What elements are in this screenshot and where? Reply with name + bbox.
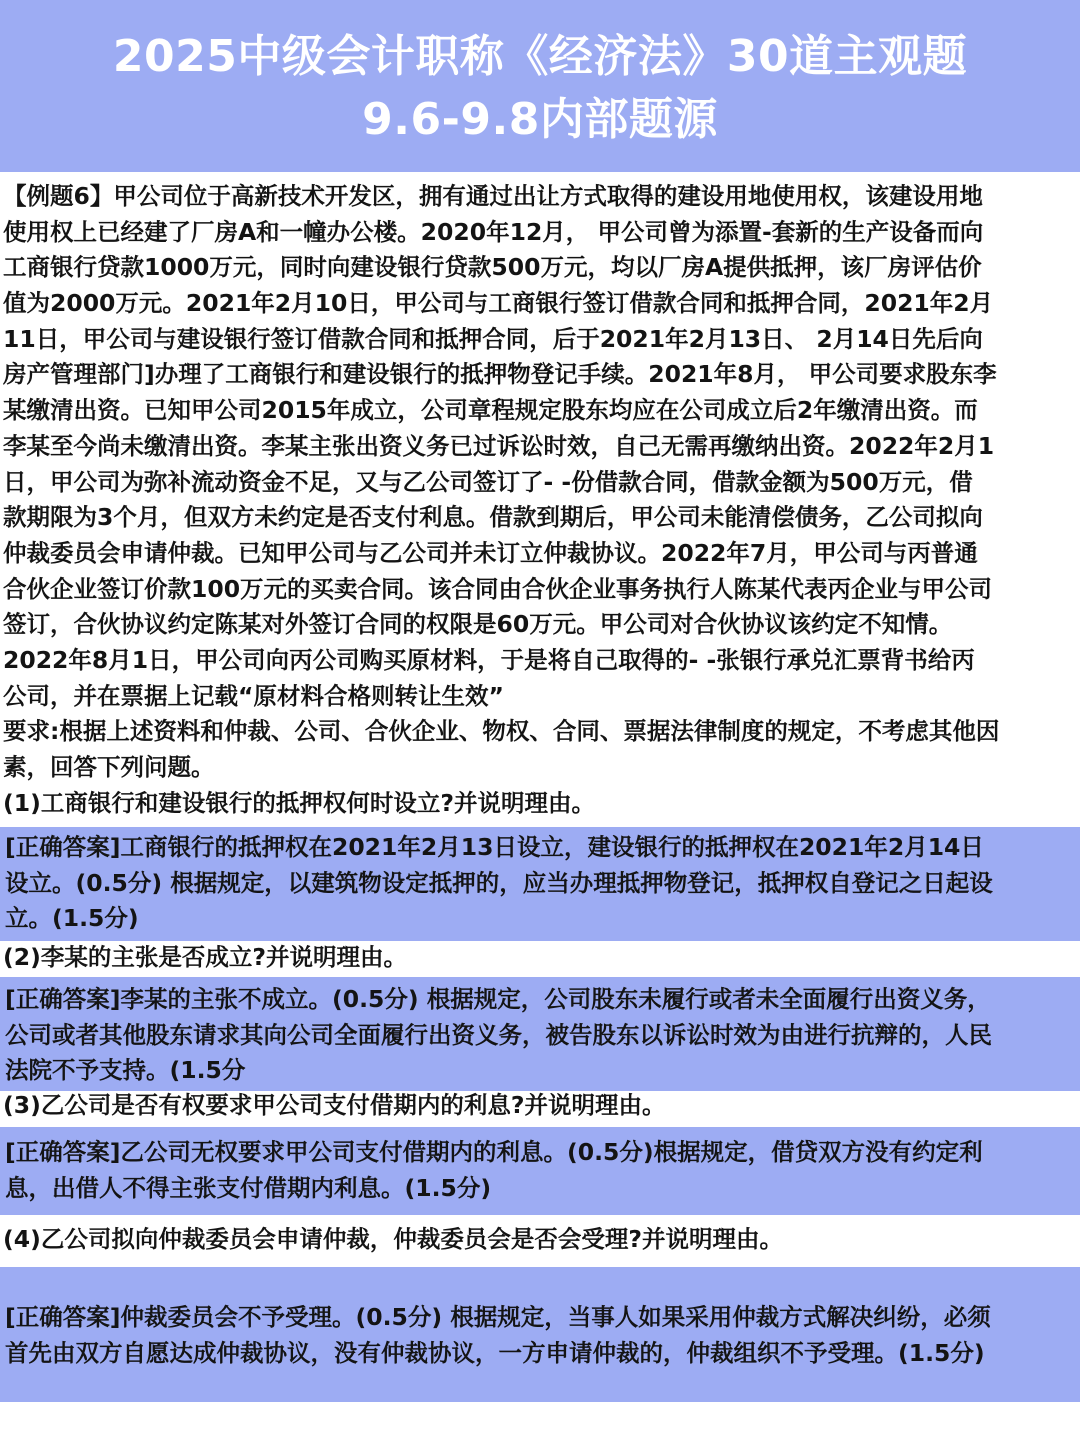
page-header (0, 0, 1080, 172)
question-2: (2)李某的主张是否成立?并说明理由。 (3, 943, 407, 971)
page-subtitle: 9.6-9.8内部题源 (362, 94, 718, 145)
example-line: 日，甲公司为弥补流动资金不足，又与乙公司签订了- -份借款合同，借款金额为500万元，借 (3, 467, 973, 496)
answer-line: [正确答案]工商银行的抵押权在2021年2月13日设立，建设银行的抵押权在2021年2月14日 (5, 833, 984, 861)
example-line: 工商银行贷款1000万元，同时向建设银行贷款500万元，均以厂房A提供抵押，该厂房评估价 (3, 253, 982, 282)
requirement-line: 要求:根据上述资料和仲裁、公司、合伙企业、物权、合同、票据法律制度的规定，不考虑其他因 (3, 717, 1000, 746)
example-line: 2022年8月1日，甲公司向丙公司购买原材料，于是将自己取得的- -张银行承兑汇票背书给丙 (3, 645, 975, 674)
example-line: 房产管理部门]办理了工商银行和建设银行的抵押物登记手续。2021年8月， 甲公司要求股东李 (3, 360, 997, 389)
example-line: 值为2000万元。2021年2月10日，甲公司与工商银行签订借款合同和抵押合同，2021年2月 (3, 289, 994, 318)
example-line: 公司，并在票据上记载“原材料合格则转让生效” (3, 681, 504, 710)
example-line: 【例题6】甲公司位于高新技术开发区，拥有通过出让方式取得的建设用地使用权，该建设用地 (3, 182, 983, 210)
answer-line: [正确答案]李某的主张不成立。(0.5分) 根据规定，公司股东未履行或者未全面履行出资义务， (5, 985, 991, 1013)
answer-4-box (0, 1267, 1080, 1402)
example-line: 合伙企业签订价款100万元的买卖合同。该合同由合伙企业事务执行人陈某代表丙企业与甲公司 (3, 574, 993, 603)
example-line: 李某至今尚未缴清出资。李某主张出资义务已过诉讼时效，自己无需再缴纳出资。2022年2月1 (3, 431, 995, 460)
example-text (0, 179, 1080, 821)
answer-2-box (0, 977, 1080, 1091)
answer-line: 立。(1.5分) (5, 904, 139, 933)
example-line: 款期限为3个月，但双方未约定是否支付利息。借款到期后，甲公司未能清偿债务，乙公司拟向 (3, 503, 983, 532)
answer-line: 设立。(0.5分) 根据规定，以建筑物设定抵押的，应当办理抵押物登记，抵押权自登记之日起设 (5, 868, 993, 897)
answer-line: 公司或者其他股东请求其向公司全面履行出资义务，被告股东以诉讼时效为由进行抗辩的，人民 (5, 1020, 992, 1049)
answer-line: [正确答案]乙公司无权要求甲公司支付借期内的利息。(0.5分)根据规定，借贷双方没有约定利 (5, 1138, 983, 1166)
page-title: 2025中级会计职称《经济法》30道主观题 (112, 31, 968, 82)
answer-line: 首先由双方自愿达成仲裁协议，没有仲裁协议，一方申请仲裁的，仲裁组织不予受理。(1.5分) (5, 1338, 985, 1367)
example-line: 使用权上已经建了厂房A和一幢办公楼。2020年12月， 甲公司曾为添置-套新的生产设备而向 (3, 217, 984, 246)
example-line: 11日，甲公司与建设银行签订借款合同和抵押合同，后于2021年2月13日、 2月14日先后向 (3, 324, 983, 353)
answer-line: [正确答案]仲裁委员会不予受理。(0.5分) 根据规定，当事人如果采用仲裁方式解决纠纷，必须 (5, 1303, 991, 1331)
answer-line: 法院不予支持。(1.5分 (5, 1056, 246, 1085)
question-3: (3)乙公司是否有权要求甲公司支付借期内的利息?并说明理由。 (3, 1091, 666, 1119)
answer-3-box (0, 1127, 1080, 1215)
answer-line: 息，出借人不得主张支付借期内利息。(1.5分) (5, 1173, 492, 1202)
question-4: (4)乙公司拟向仲裁委员会申请仲裁，仲裁委员会是否会受理?并说明理由。 (3, 1225, 783, 1253)
question-1: (1)工商银行和建设银行的抵押权何时设立?并说明理由。 (3, 788, 595, 817)
example-line: 某缴清出资。已知甲公司2015年成立，公司章程规定股东均应在公司成立后2年缴清出资。而 (3, 396, 978, 425)
requirement-line: 素，回答下列问题。 (3, 753, 215, 781)
answer-1-box (0, 827, 1080, 941)
example-line: 签订，合伙协议约定陈某对外签订合同的权限是60万元。甲公司对合伙协议该约定不知情。 (3, 610, 953, 639)
example-line: 仲裁委员会申请仲裁。已知甲公司与乙公司并未订立仲裁协议。2022年7月，甲公司与丙普通 (3, 538, 978, 567)
